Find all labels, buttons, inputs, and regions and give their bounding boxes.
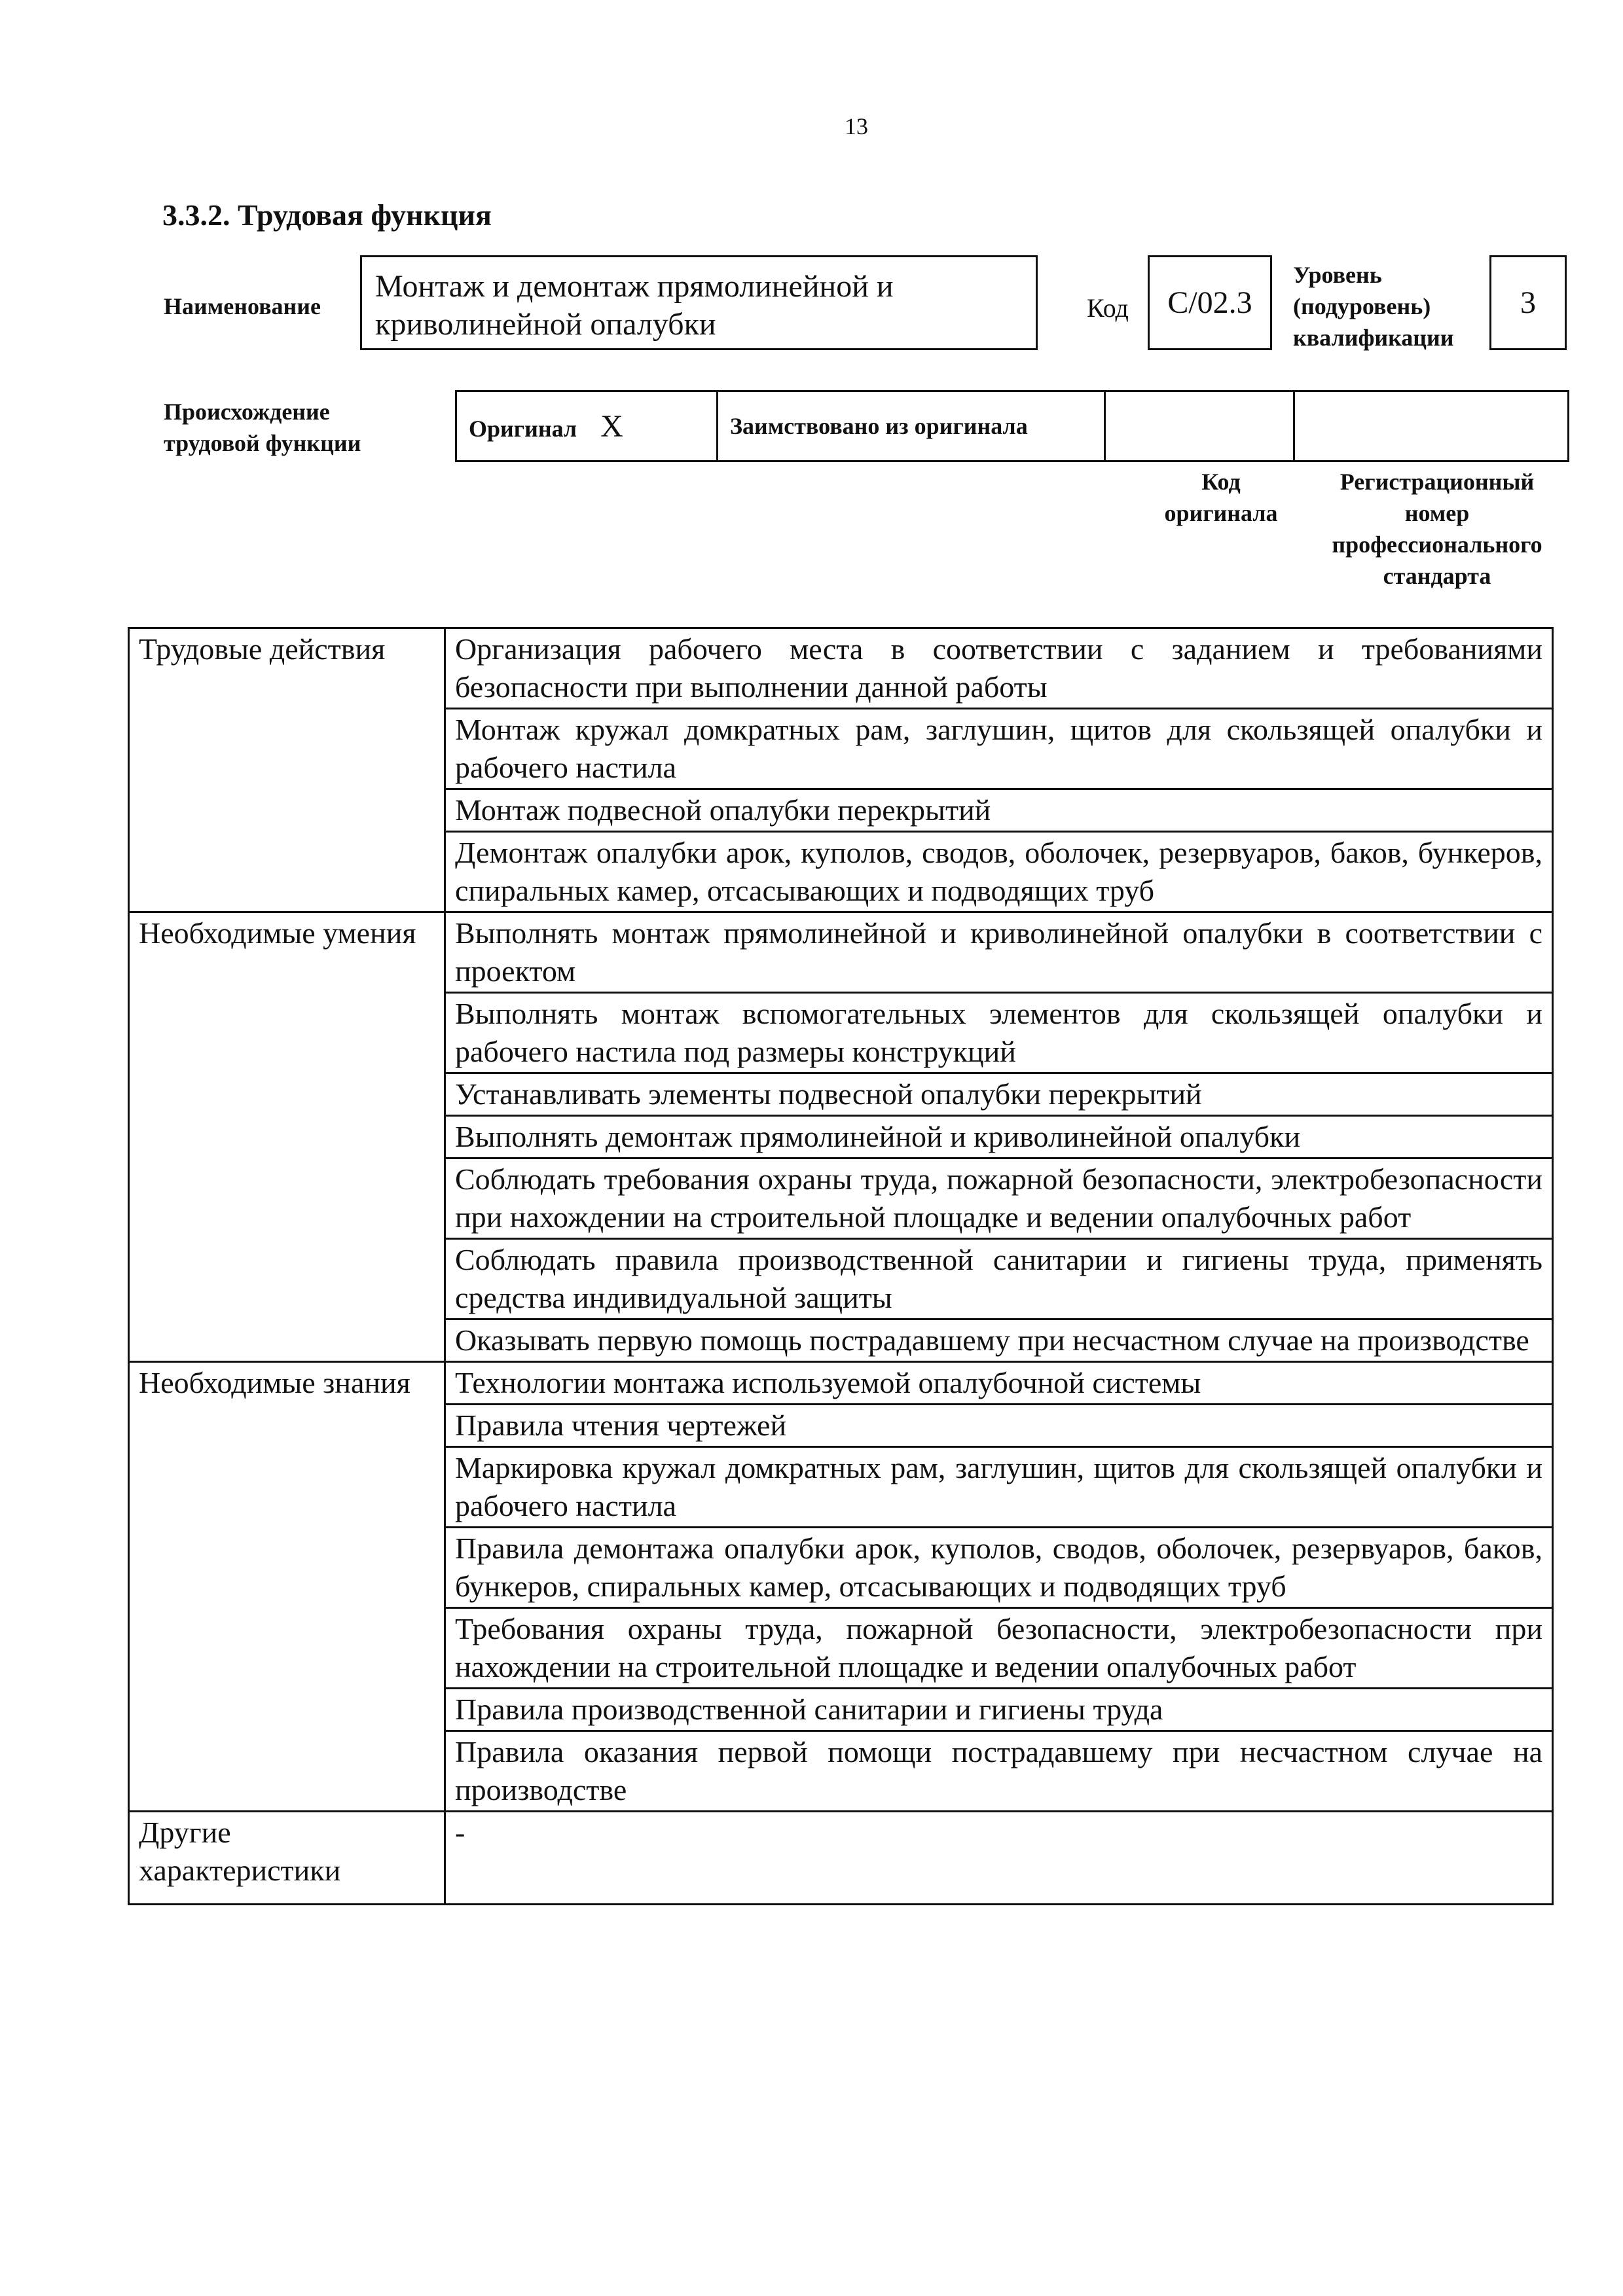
category-required-skills: Необходимые умения	[129, 912, 445, 1362]
origin-table	[455, 390, 1569, 462]
labor-action-item: Монтаж подвесной опалубки перекрытий	[445, 789, 1553, 832]
skill-item: Выполнять монтаж прямолинейной и криволинейной опалубки в соответствии с проектом	[445, 912, 1553, 993]
origin-label-line-2: трудовой функции	[164, 430, 361, 456]
caption-reg-line-4: стандарта	[1383, 563, 1491, 589]
labor-action-item: Демонтаж опалубки арок, куполов, сводов, оболочек, резервуаров, баков, бункеров, спиральных камер, отсасывающих и подводящих труб	[445, 832, 1553, 912]
skill-item: Устанавливать элементы подвесной опалубки перекрытий	[445, 1073, 1553, 1116]
level-label-line-2: (подуровень)	[1293, 293, 1431, 319]
skill-item: Выполнять монтаж вспомогательных элементов для скользящей опалубки и рабочего настила под размеры конструкций	[445, 993, 1553, 1073]
knowledge-item: Правила оказания первой помощи пострадавшему при несчастном случае на производстве	[445, 1731, 1553, 1812]
code-field: C/02.3	[1148, 255, 1272, 350]
code-label: Код	[1087, 293, 1129, 323]
section-title: 3.3.2. Трудовая функция	[162, 198, 492, 232]
table-row	[129, 1812, 1553, 1905]
knowledge-item: Правила производственной санитарии и гигиены труда	[445, 1689, 1553, 1731]
skill-item: Выполнять демонтаж прямолинейной и криволинейной опалубки	[445, 1116, 1553, 1158]
caption-reg-line-2: номер	[1404, 500, 1470, 526]
table-row	[129, 628, 1553, 709]
other-characteristics-item: -	[445, 1812, 1553, 1905]
knowledge-item: Технологии монтажа используемой опалубочной системы	[445, 1362, 1553, 1405]
knowledge-item: Правила демонтажа опалубки арок, куполов, сводов, оболочек, резервуаров, баков, бункеров, спиральных камер, отсасывающих и подводящих труб	[445, 1528, 1553, 1608]
origin-label-line-1: Происхождение	[164, 399, 330, 425]
caption-reg-line-1: Регистрационный	[1340, 469, 1535, 495]
knowledge-item: Правила чтения чертежей	[445, 1405, 1553, 1447]
knowledge-item: Маркировка кружал домкратных рам, заглушин, щитов для скользящей опалубки и рабочего настила	[445, 1447, 1553, 1528]
table-row	[129, 912, 1553, 993]
category-labor-actions: Трудовые действия	[129, 628, 445, 912]
qualification-level-field: 3	[1489, 255, 1567, 350]
function-name-field: Монтаж и демонтаж прямолинейной и криволинейной опалубки	[360, 255, 1038, 350]
level-label-line-3: квалификации	[1293, 325, 1454, 351]
borrowed-cell: Заимствовано из оригинала	[718, 391, 1105, 461]
category-other-characteristics: Другие характеристики	[129, 1812, 445, 1905]
category-required-knowledge: Необходимые знания	[129, 1362, 445, 1812]
original-cell	[456, 391, 718, 461]
labor-action-item: Монтаж кружал домкратных рам, заглушин, щитов для скользящей опалубки и рабочего настила	[445, 709, 1553, 789]
registration-number-cell	[1294, 391, 1569, 461]
caption-code-line-2: оригинала	[1164, 500, 1278, 526]
qualification-level-label	[1293, 259, 1454, 353]
labor-action-item: Организация рабочего места в соответствии с заданием и требованиями безопасности при выполнении данной работы	[445, 628, 1553, 709]
original-label: Оригинал	[469, 415, 577, 442]
page-number: 13	[845, 113, 868, 139]
caption-reg-line-3: профессионального	[1332, 531, 1542, 558]
skill-item: Соблюдать правила производственной санитарии и гигиены труда, применять средства индивидуальной защиты	[445, 1239, 1553, 1319]
labor-function-table	[128, 627, 1554, 1905]
registration-number-caption	[1303, 466, 1571, 592]
knowledge-item: Требования охраны труда, пожарной безопасности, электробезопасности при нахождении на строительной площадке и ведении опалубочных работ	[445, 1608, 1553, 1689]
level-label-line-1: Уровень	[1293, 262, 1382, 288]
caption-code-line-1: Код	[1201, 469, 1241, 495]
original-mark: X	[600, 408, 623, 444]
original-code-cell	[1105, 391, 1294, 461]
skill-item: Оказывать первую помощь пострадавшему при несчастном случае на производстве	[445, 1319, 1553, 1362]
skill-item: Соблюдать требования охраны труда, пожарной безопасности, электробезопасности при нахождении на строительной площадке и ведении опалубочных работ	[445, 1158, 1553, 1239]
original-code-caption	[1126, 466, 1316, 529]
origin-label	[164, 396, 361, 459]
name-label: Наименование	[164, 293, 321, 319]
table-row	[129, 1362, 1553, 1405]
